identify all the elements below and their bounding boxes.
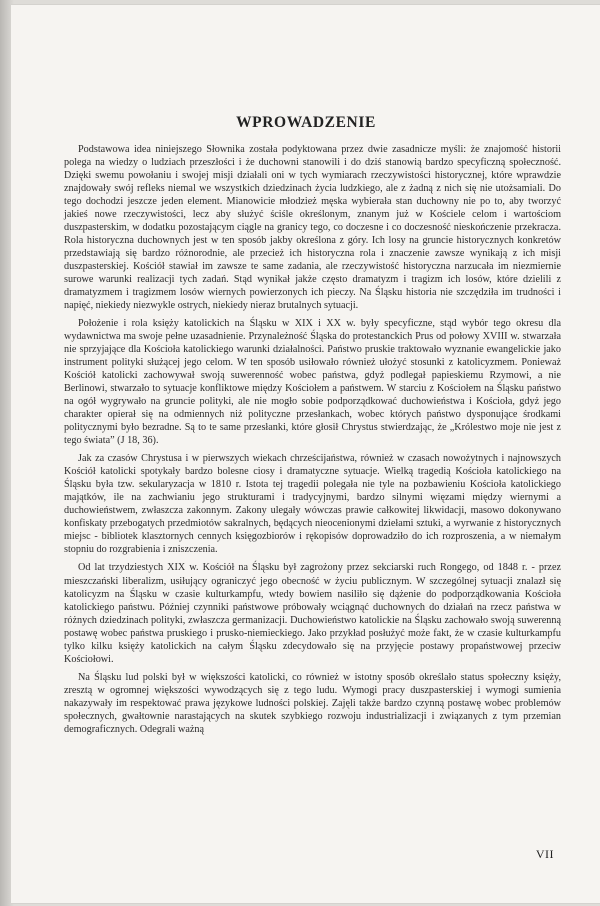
body-text <box>64 143 561 736</box>
paragraph: Podstawowa idea niniejszego Słownika została podyktowana przez dwie zasadnicze myśli: że znajomość historii polega na wiedzy o ludziach przeszłości i że duchowni stanowili i do dziś stanowią bardzo specyficzną społeczność. Dzięki swemu powołaniu i swojej misji działali oni w tych wymiarach rzeczywistości historycznej, które wprawdzie znajdowały swój refleks niemal we wszystkich dziedzinach życia ludzkiego, ale z żadną z nich się nie utożsamiali. Do tego dochodzi jeszcze jeden element. Mianowicie młodzież męska wybierała stan duchowny nie po to, aby tworzyć jakieś nowe rzeczywistości, lecz aby służyć ściśle określonym, znanym już w Kościele celom i wartościom duszpasterskim, w dodatku pozostającym ciągle na granicy tego, co doczesne i co doczesność nieskończenie przekracza. Rola historyczna duchownych jest w ten sposób jakby określona z góry. Ich losy na gruncie historycznych konkretów przedstawiają się bardzo różnorodnie, ale przecież ich historyczna rola i znaczenie zawsze wynikają z ich misji duszpasterskiej. Kościół stawiał im zawsze te same zadania, ale rzeczywistość historyczna narzucała im niezmiernie surowe warunki realizacji tych zadań. Stąd wynikał jakże często dramatyzm i tragizm ich losów, które dzielili z dramatyzmem i tragizmem losów wiernych powierzonych ich pieczy. Na Śląsku historia nie szczędziła im trudności i napięć, niekiedy niezwykle ostrych, niekiedy nieraz brutalnych sytuacji. <box>64 144 561 312</box>
page-title: WPROWADZENIE <box>236 114 376 132</box>
paragraph: Od lat trzydziestych XIX w. Kościół na Śląsku był zagrożony przez sekciarski ruch Rongego, od 1848 r. - przez mieszczański liberalizm, usiłujący ograniczyć jego obecność w życiu publicznym. W szczególnej sytuacji znalazł się katolicyzm na Śląsku w czasie kulturkampfu, wtedy bowiem nasiliło się dążenie do podporządkowania Kościoła katolickiego państwu. Później czynniki państwowe próbowały wciągnąć duchownych do działań na rzecz państwa w różnych dziedzinach polityki, zwłaszcza germanizacji. Duchowieństwo katolickie na Śląsku zachowało swoją suwerenną postawę wobec państwa pruskiego i prusko-niemieckiego. Jako przykład posłużyć może fakt, że w czasie kulturkampfu tylko kilku księży katolickich na całym Śląsku zdecydowało się na przyjęcie postawy propaństwowej przeciw Kościołowi. <box>64 562 561 665</box>
document-page <box>10 4 600 904</box>
paragraph: Jak za czasów Chrystusa i w pierwszych wiekach chrześcijaństwa, również w czasach nowożytnych i najnowszych Kościół katolicki spotykały bardzo bolesne ciosy i dramatyczne sytuacje. Wielką tragedią Kościoła katolickiego na Śląsku była tzw. sekularyzacja w 1810 r. Istota tej tragedii polegała nie tyle na pozbawieniu Kościoła katolickiego majątków, ile na zachwianiu jego strukturami i tradycyjnymi, bardzo silnymi więzami między wiernymi a duchowieństwem, zwłaszcza zakonnym. Zakony ulegały wówczas prawie całkowitej likwidacji, masowo dokonywano konfiskaty przebogatych przedmiotów sakralnych, będących nieocenionymi dziełami sztuki, a wyrwanie z historycznych miejsc - bibliotek klasztornych cennych księgozbiorów i rękopisów doprowadziło do ich rozproszenia, a w niemałym stopniu do rozgrabienia i zniszczenia. <box>64 453 561 556</box>
page-number: VII <box>535 847 554 861</box>
paragraph: Położenie i rola księży katolickich na Śląsku w XIX i XX w. były specyficzne, stąd wybór tego okresu dla wydawnictwa ma swoje pełne uzasadnienie. Przynależność Śląska do protestanckich Prus od połowy XVIII w. stwarzała nie sprzyjające dla Kościoła katolickiego warunki działalności. Państwo pruskie traktowało wyznanie ewangelickie jako instrument polityki służącej jego celom. W ten sposób usiłowało również ułożyć stosunki z katolicyzmem. Ponieważ Kościół katolicki zachowywał swoją suwerenność wobec państwa, gdyż podlegał papieskiemu Rzymowi, a nie Berlinowi, stwarzało to sytuacje konfliktowe między Kościołem a państwem. W starciu z Kościołem na Śląsku państwo na ogół wygrywało na gruncie polityki, ale nie mogło sobie podporządkować duchowieństwa i Kościoła, gdyż jego charakter opierał się na odmiennych niż polityczne przesłankach, wobec których państwo dysponujące środkami politycznymi było bezradne. Są to te same przesłanki, które głosił Chrystus stwierdzając, że „Królestwo moje nie jest z tego świata” (J 18, 36). <box>64 318 561 447</box>
paragraph: Na Śląsku lud polski był w większości katolicki, co również w istotny sposób określało status społeczny księży, zresztą w ogromnej większości wywodzących się z tego ludu. Wymogi pracy duszpasterskiej i wymogi sumienia nakazywały im respektować prawa językowe ludności polskiej. Zajęli także bardzo czynną postawę wobec problemów społecznych, gwałtownie narastających na skutek szybkiego rozwoju industrializacji i związanych z tym przemian demograficznych. Odegrali ważną <box>64 671 561 735</box>
